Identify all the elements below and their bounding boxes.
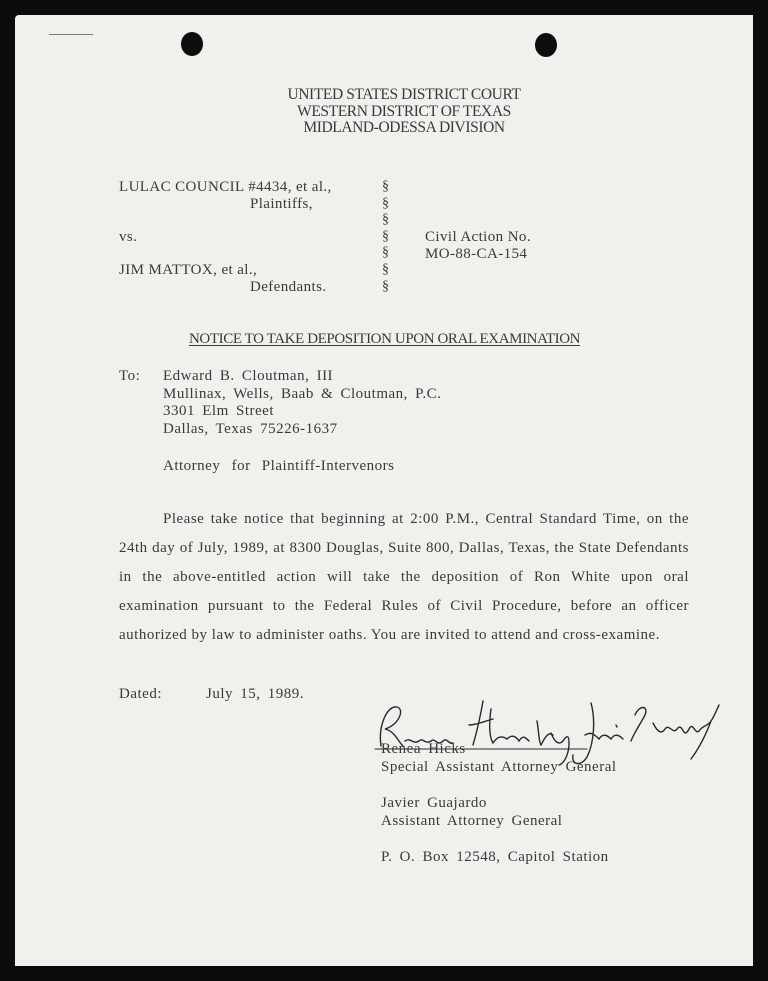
dated-label: Dated: (119, 686, 162, 702)
signer2-name: Javier Guajardo (381, 795, 487, 811)
plaintiff-name: LULAC COUNCIL #4434, et al., (119, 179, 332, 195)
defendant-name: JIM MATTOX, et al., (119, 261, 258, 278)
civil-action-number: MO-88-CA-154 (425, 245, 528, 262)
signer1-name: Renea Hicks (381, 741, 466, 757)
section-symbol: § (382, 179, 389, 194)
section-symbol: § (382, 261, 389, 277)
court-division: MIDLAND-ODESSA DIVISION (303, 119, 505, 136)
recipient-role: Attorney for Plaintiff-Intervenors (163, 458, 395, 474)
signer1-block (381, 741, 617, 776)
section-symbol: § (382, 212, 389, 228)
section-symbol-column (382, 179, 389, 295)
punch-hole-left (181, 32, 203, 56)
document-title: NOTICE TO TAKE DEPOSITION UPON ORAL EXAMINATION (189, 331, 581, 347)
recipient-name: Edward B. Cloutman, III (163, 368, 334, 384)
dated-value: July 15, 1989. (206, 686, 305, 702)
recipient-city: Dallas, Texas 75226-1637 (163, 420, 338, 437)
court-name: UNITED STATES DISTRICT COURT (287, 86, 521, 103)
to-label: To: (119, 368, 141, 384)
corner-mark (49, 34, 93, 35)
signer2-block (381, 795, 562, 830)
recipient-street: 3301 Elm Street (163, 403, 274, 419)
caption-parties (119, 179, 332, 295)
signer2-title: Assistant Attorney General (381, 812, 563, 829)
document-page (15, 15, 753, 966)
notice-paragraph: Please take notice that beginning at 2:00 P.M., Central Standard Time, on the 24th day of July, 1989, at 8300 Douglas, Suite 800, Dallas, Texas, the State Defendants in the above-entitled action will take the deposition of Ron White upon oral examination pursuant to the Federal Rules of Civil Procedure, before an officer authorized by law to administer oaths. You are invited to attend and cross-examine. (119, 511, 689, 643)
signer-address: P. O. Box 12548, Capitol Station (381, 849, 609, 865)
recipient-block (163, 368, 441, 438)
civil-action-block (425, 229, 531, 262)
recipient-firm: Mullinax, Wells, Baab & Cloutman, P.C. (163, 385, 442, 402)
civil-action-label: Civil Action No. (425, 229, 531, 245)
section-symbol: § (382, 278, 389, 294)
section-symbol: § (382, 228, 389, 244)
versus-label: vs. (119, 228, 138, 245)
defendant-role: Defendants. (250, 278, 327, 295)
signer1-title: Special Assistant Attorney General (381, 758, 617, 775)
court-header (204, 87, 604, 137)
section-symbol: § (382, 245, 389, 261)
punch-hole-right (535, 33, 557, 57)
court-district: WESTERN DISTRICT OF TEXAS (297, 102, 511, 120)
section-symbol: § (382, 195, 389, 211)
plaintiff-role: Plaintiffs, (250, 195, 313, 212)
